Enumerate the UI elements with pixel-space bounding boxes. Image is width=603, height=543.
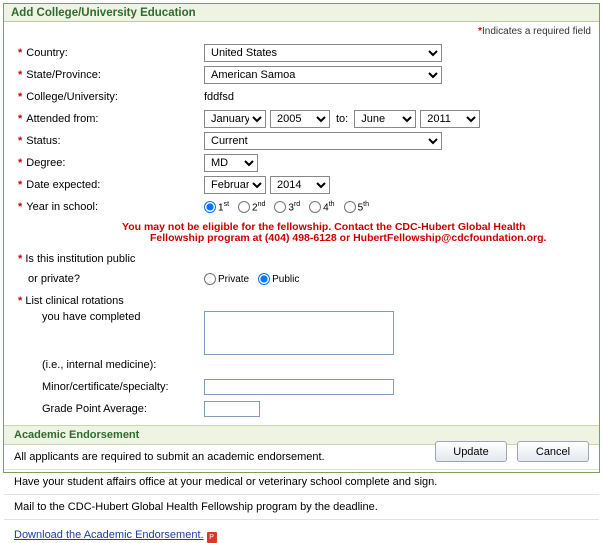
gpa-label-wrap xyxy=(4,403,204,415)
endorsement-line-1: All applicants are required to submit an academic endorsement. xyxy=(4,445,599,470)
year-option-5th[interactable] xyxy=(344,201,369,213)
row-date-expected xyxy=(4,175,599,195)
endorsement-line-2: Have your student affairs office at your medical or veterinary school complete and sign. xyxy=(4,470,599,495)
attended-to-label: to: xyxy=(336,113,349,125)
download-endorsement-link[interactable]: Download the Academic Endorsement. xyxy=(14,529,204,541)
institution-public-label-line1: Is this institution public xyxy=(25,253,136,265)
year-radio-1st[interactable] xyxy=(204,201,216,213)
status-select[interactable] xyxy=(204,132,442,150)
institution-radio-public[interactable] xyxy=(258,273,270,285)
endorsement-line-3: Mail to the CDC-Hubert Global Health Fellowship program by the deadline. xyxy=(4,495,599,520)
required-marker: * xyxy=(18,295,23,307)
row-attended-from xyxy=(4,109,599,129)
college-label-wrap xyxy=(4,91,204,103)
state-select[interactable] xyxy=(204,66,442,84)
row-clinical-rotations-hint xyxy=(4,355,599,375)
required-asterisk: * xyxy=(478,26,483,37)
row-institution-public xyxy=(4,249,599,269)
status-label-wrap xyxy=(4,135,204,147)
row-clinical-rotations xyxy=(4,311,599,355)
state-label: State/Province: xyxy=(26,69,101,81)
year-option-3rd[interactable] xyxy=(274,201,300,213)
clinical-label-line3: (i.e., internal medicine): xyxy=(42,359,157,371)
row-institution-public-2 xyxy=(4,269,599,289)
attended-to-month-select[interactable] xyxy=(354,110,416,128)
gpa-input[interactable] xyxy=(204,401,260,417)
clinical-label-line3-wrap xyxy=(4,359,204,371)
row-year-in-school xyxy=(4,197,599,217)
education-form xyxy=(4,37,599,419)
form-actions xyxy=(435,441,589,462)
country-field xyxy=(204,44,599,62)
required-marker: * xyxy=(18,91,23,103)
status-label: Status: xyxy=(26,135,61,147)
year-label-2nd: 2nd xyxy=(252,200,266,214)
state-label-wrap xyxy=(4,69,204,81)
year-option-2nd[interactable] xyxy=(238,201,265,213)
institution-public-label-line2: or private? xyxy=(28,273,80,285)
attended-from-month-select[interactable] xyxy=(204,110,266,128)
institution-public-label-wrap xyxy=(4,253,204,265)
clinical-label-line2-wrap xyxy=(4,311,204,323)
required-marker: * xyxy=(18,47,23,59)
year-in-school-label: Year in school: xyxy=(26,201,99,213)
institution-option-private[interactable] xyxy=(204,273,249,285)
institution-public-label-line2-wrap xyxy=(4,273,204,285)
country-label-wrap xyxy=(4,47,204,59)
year-in-school-radio-group xyxy=(204,201,599,213)
year-radio-3rd[interactable] xyxy=(274,201,286,213)
row-degree xyxy=(4,153,599,173)
row-clinical-rotations-label1 xyxy=(4,291,599,311)
gpa-field xyxy=(204,401,599,417)
date-expected-label: Date expected: xyxy=(26,179,101,191)
date-expected-label-wrap xyxy=(4,179,204,191)
college-label: College/University: xyxy=(26,91,118,103)
year-label-1st: 1st xyxy=(218,200,230,214)
date-expected-year-select[interactable] xyxy=(270,176,330,194)
clinical-label-line2: you have completed xyxy=(42,311,141,323)
degree-label: Degree: xyxy=(26,157,66,169)
minor-field xyxy=(204,379,599,395)
eligibility-warning-line2: Fellowship program at (404) 498-6128 or HubertFellowship@cdcfoundation.org. xyxy=(150,232,547,244)
row-college xyxy=(4,87,599,107)
institution-option-public[interactable] xyxy=(258,273,299,285)
required-note-text: Indicates a required field xyxy=(482,26,591,37)
college-field xyxy=(204,91,599,103)
update-button[interactable]: Update xyxy=(435,441,507,462)
state-field xyxy=(204,66,599,84)
education-form-panel xyxy=(3,3,600,541)
required-marker: * xyxy=(18,113,23,125)
required-marker: * xyxy=(18,69,23,81)
year-label-3rd: 3rd xyxy=(288,200,301,214)
clinical-rotations-textarea[interactable] xyxy=(204,311,394,355)
pdf-icon: P xyxy=(207,532,217,543)
year-label-4th: 4th xyxy=(323,200,335,214)
attended-from-label: Attended from: xyxy=(26,113,99,125)
required-field-note xyxy=(4,22,599,37)
year-radio-2nd[interactable] xyxy=(238,201,250,213)
row-state xyxy=(4,65,599,85)
year-radio-5th[interactable] xyxy=(344,201,356,213)
gpa-label: Grade Point Average: xyxy=(42,403,147,415)
page-title: Add College/University Education xyxy=(11,7,196,19)
year-label-5th: 5th xyxy=(357,200,369,214)
required-marker: * xyxy=(18,179,23,191)
panel-header xyxy=(4,4,599,22)
attended-label-wrap xyxy=(4,113,204,125)
row-gpa xyxy=(4,399,599,419)
required-marker: * xyxy=(18,135,23,147)
attended-from-field xyxy=(204,110,599,128)
clinical-label-wrap xyxy=(4,295,204,307)
institution-radio-private[interactable] xyxy=(204,273,216,285)
college-value: fddfsd xyxy=(204,91,234,103)
endorsement-download-row xyxy=(4,520,599,543)
degree-select[interactable] xyxy=(204,154,258,172)
attended-from-year-select[interactable] xyxy=(270,110,330,128)
minor-input[interactable] xyxy=(204,379,394,395)
cancel-button[interactable]: Cancel xyxy=(517,441,589,462)
row-minor xyxy=(4,377,599,397)
date-expected-field xyxy=(204,176,599,194)
year-radio-4th[interactable] xyxy=(309,201,321,213)
attended-to-year-select[interactable] xyxy=(420,110,480,128)
minor-label-wrap xyxy=(4,381,204,393)
year-in-school-label-wrap xyxy=(4,201,204,213)
date-expected-month-select[interactable] xyxy=(204,176,266,194)
required-marker: * xyxy=(18,201,23,213)
minor-label: Minor/certificate/specialty: xyxy=(42,381,169,393)
row-country xyxy=(4,43,599,63)
required-marker: * xyxy=(18,253,23,265)
eligibility-warning-line1: You may not be eligible for the fellowship. Contact the CDC-Hubert Global Health xyxy=(122,221,526,233)
clinical-label-line1: List clinical rotations xyxy=(25,295,124,307)
country-select[interactable] xyxy=(204,44,442,62)
institution-public-radio-group xyxy=(204,273,599,285)
year-option-1st[interactable] xyxy=(204,201,229,213)
institution-label-public: Public xyxy=(272,273,300,285)
status-field xyxy=(204,132,599,150)
row-status xyxy=(4,131,599,151)
degree-field xyxy=(204,154,599,172)
required-marker: * xyxy=(18,157,23,169)
clinical-rotations-field xyxy=(204,311,599,355)
degree-label-wrap xyxy=(4,157,204,169)
institution-label-private: Private xyxy=(218,273,250,285)
year-option-4th[interactable] xyxy=(309,201,334,213)
academic-endorsement-heading: Academic Endorsement xyxy=(4,425,599,445)
country-label: Country: xyxy=(26,47,68,59)
